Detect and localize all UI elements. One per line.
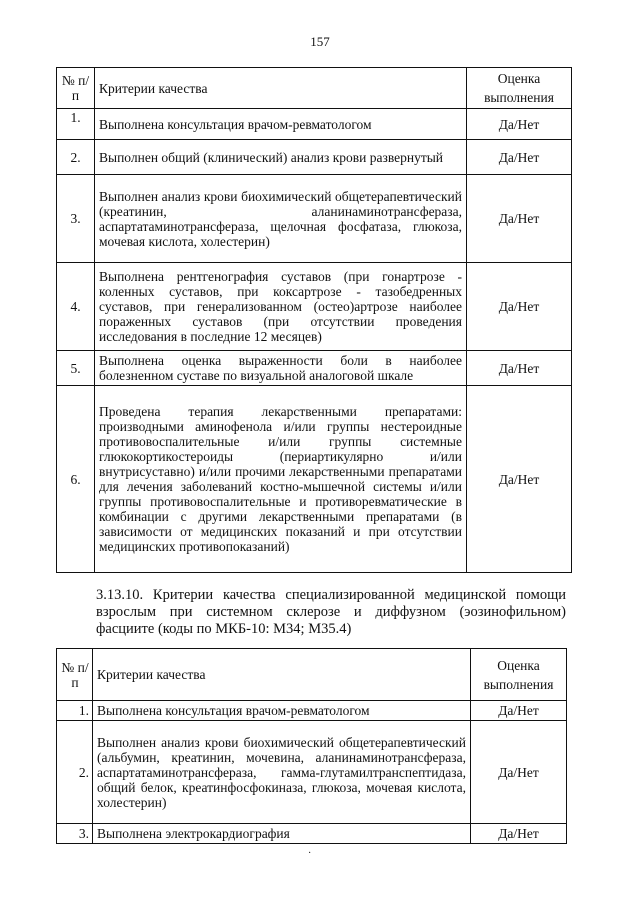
quality-criteria-table-1: [56, 67, 572, 573]
table-row: [57, 351, 572, 386]
row-criteria: Выполнен анализ крови биохимический общетерапевтический (креатинин, аланинаминотрансфераза, аспартатаминотрансфераза, щелочная фосфатаза, глюкоза, мочевая кислота, холестерин): [95, 175, 467, 263]
row-evaluation: Да/Нет: [467, 109, 572, 140]
row-criteria: Выполнена консультация врачом-ревматологом: [95, 109, 467, 140]
header-criteria: Критерии качества: [93, 649, 471, 701]
row-num: 5.: [57, 351, 95, 386]
row-evaluation: Да/Нет: [471, 824, 567, 844]
stray-mark: ·: [308, 848, 312, 859]
quality-criteria-table-2: [56, 648, 567, 844]
row-criteria: Выполнена оценка выраженности боли в наиболее болезненном суставе по визуальной аналоговой шкале: [95, 351, 467, 386]
row-num: 4.: [57, 263, 95, 351]
row-num: 2.: [57, 721, 93, 824]
table-row: [57, 721, 567, 824]
row-num: 6.: [57, 386, 95, 573]
table-row: [57, 140, 572, 175]
section-heading: 3.13.10. Критерии качества специализированной медицинской помощи взрослым при системном склерозе и диффузном (эозинофильном) фасциите (коды по МКБ-10: M34; M35.4): [96, 587, 566, 637]
row-num: 3.: [57, 175, 95, 263]
table-row: [57, 824, 567, 844]
row-num: 1.: [57, 109, 95, 140]
table-header-row: [57, 68, 572, 109]
header-evaluation: Оценка выполнения: [471, 649, 567, 701]
row-num: 1.: [57, 701, 93, 721]
table-row: [57, 109, 572, 140]
header-num: № п/п: [57, 68, 95, 109]
row-evaluation: Да/Нет: [467, 263, 572, 351]
table-row: [57, 701, 567, 721]
row-criteria: Выполнена рентгенография суставов (при гонартрозе - коленных суставов, при коксартрозе - тазобедренных суставов, при генерализованном (остео)артрозе наиболее пораженных суставов (при отсутствии проведения исследования в последние 12 месяцев): [95, 263, 467, 351]
header-num: № п/п: [57, 649, 93, 701]
row-evaluation: Да/Нет: [467, 351, 572, 386]
table-row: [57, 386, 572, 573]
header-criteria: Критерии качества: [95, 68, 467, 109]
table-header-row: [57, 649, 567, 701]
row-criteria: Проведена терапия лекарственными препаратами: производными аминофенола и/или группы нестероидные противовоспалительные и/или группы системные глюкокортикостероиды (периартикулярно и/или внутрисуставно) и/или прочими лекарственными препаратами для лечения заболеваний костно-мышечной системы и/или группы противовоспалительные и противоревматические в комбинации с другими лекарственными препаратами (в зависимости от медицинских показаний и при отсутствии медицинских противопоказаний): [95, 386, 467, 573]
row-evaluation: Да/Нет: [467, 386, 572, 573]
row-criteria: Выполнена консультация врачом-ревматологом: [93, 701, 471, 721]
row-criteria: Выполнен анализ крови биохимический общетерапевтический (альбумин, креатинин, мочевина, аланинаминотрансфераза, аспартатаминотрансфераза, гамма-глутамилтранспептидаза, общий белок, креатинфосфокиназа, глюкоза, мочевая кислота, холестерин): [93, 721, 471, 824]
header-evaluation: Оценка выполнения: [467, 68, 572, 109]
row-criteria: Выполнен общий (клинический) анализ крови развернутый: [95, 140, 467, 175]
page-number: 157: [310, 34, 330, 49]
row-num: 3.: [57, 824, 93, 844]
row-evaluation: Да/Нет: [471, 721, 567, 824]
table-row: [57, 175, 572, 263]
table-row: [57, 263, 572, 351]
row-evaluation: Да/Нет: [471, 701, 567, 721]
row-num: 2.: [57, 140, 95, 175]
row-evaluation: Да/Нет: [467, 175, 572, 263]
row-evaluation: Да/Нет: [467, 140, 572, 175]
row-criteria: Выполнена электрокардиография: [93, 824, 471, 844]
